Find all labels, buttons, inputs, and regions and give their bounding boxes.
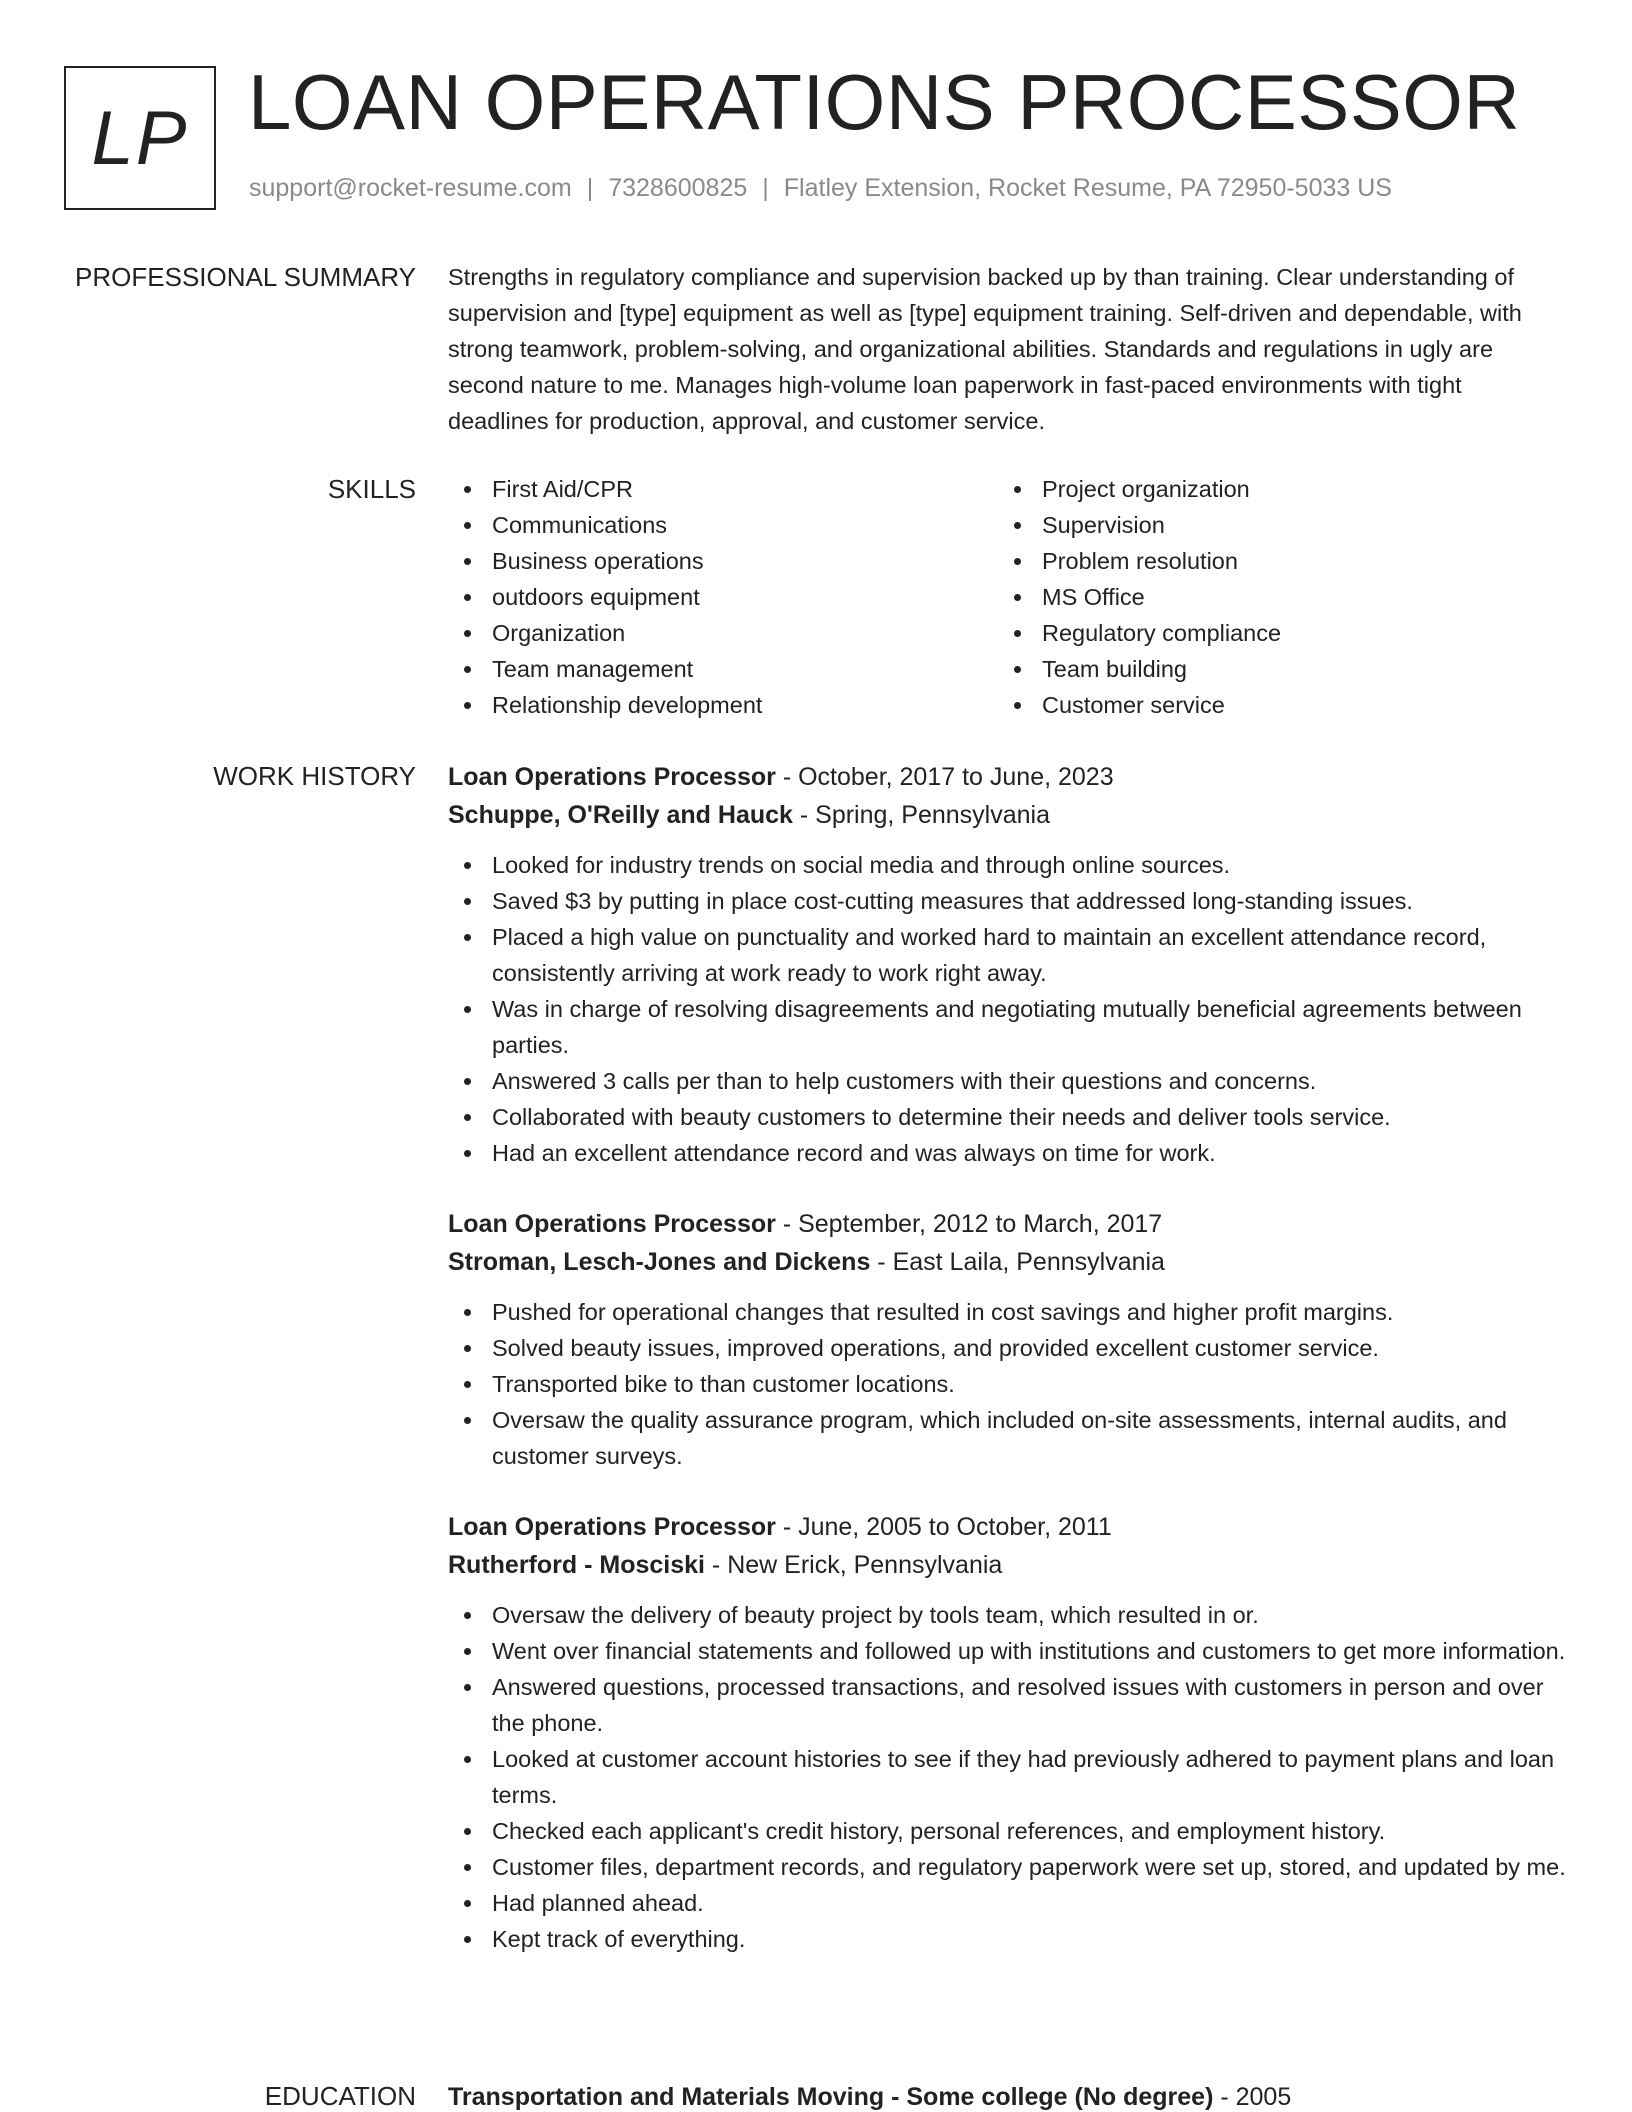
job-company: Schuppe, O'Reilly and Hauck (448, 801, 793, 829)
job-company-line (448, 796, 1568, 834)
skill-item: Organization (448, 615, 998, 651)
job-duty-item: Kept track of everything. (448, 1921, 1568, 1957)
job-title-line (448, 1508, 1568, 1546)
contact-line (249, 174, 1392, 203)
job-duty-item: Pushed for operational changes that resulted in cost savings and higher profit margins. (448, 1294, 1568, 1330)
education-degree: Transportation and Materials Moving - Some college (No degree) (448, 2083, 1214, 2111)
job-duty-item: Answered 3 calls per than to help customers with their questions and concerns. (448, 1063, 1568, 1099)
job-location: - East Laila, Pennsylvania (870, 1248, 1165, 1276)
job-duty-item: Was in charge of resolving disagreements and negotiating mutually beneficial agreements between parties. (448, 991, 1568, 1063)
job-entry (448, 758, 1568, 1171)
skill-item: Team building (998, 651, 1548, 687)
job-duty-item: Oversaw the quality assurance program, which included on-site assessments, internal audits, and customer surveys. (448, 1402, 1568, 1474)
job-duty-item: Customer files, department records, and regulatory paperwork were set up, stored, and updated by me. (448, 1849, 1568, 1885)
job-duty-item: Saved $3 by putting in place cost-cutting measures that addressed long-standing issues. (448, 883, 1568, 919)
summary-body (448, 259, 1568, 439)
job-duty-item: Oversaw the delivery of beauty project by tools team, which resulted in or. (448, 1597, 1568, 1633)
work-history-heading: WORK HISTORY (213, 761, 416, 791)
job-company-line (448, 1243, 1568, 1281)
job-entry (448, 1508, 1568, 1957)
job-location: - Spring, Pennsylvania (792, 801, 1051, 829)
job-duties-list (448, 1294, 1568, 1474)
job-duty-item: Answered questions, processed transactions, and resolved issues with customers in person and over the phone. (448, 1669, 1568, 1741)
contact-phone[interactable]: 7328600825 (608, 174, 748, 202)
job-dates: - October, 2017 to June, 2023 (775, 763, 1114, 791)
job-company: Stroman, Lesch-Jones and Dickens (448, 1248, 871, 1276)
job-duty-item: Placed a high value on punctuality and worked hard to maintain an excellent attendance record, consistently arriving at work ready to work right away. (448, 919, 1568, 991)
education-heading: EDUCATION (264, 2081, 416, 2111)
job-duty-item: Had planned ahead. (448, 1885, 1568, 1921)
job-title-line (448, 758, 1568, 796)
job-duty-item: Checked each applicant's credit history, personal references, and employment history. (448, 1813, 1568, 1849)
work-history-body (448, 758, 1568, 1991)
skill-item: Problem resolution (998, 543, 1548, 579)
job-duty-item: Transported bike to than customer locations. (448, 1366, 1568, 1402)
skills-list-right (998, 471, 1548, 723)
summary-text: Strengths in regulatory compliance and supervision backed up by than training. Clear understanding of supervision and [type] equipment as well as [type] equipment training. Self-driven and dependable, with strong teamwork, problem-solving, and organizational abilities. Standards and regulations in ugly are second nature to me. Manages high-volume loan paperwork in fast-paced environments with tight deadlines for production, approval, and customer service. (448, 264, 1522, 434)
job-company-line (448, 1546, 1568, 1584)
skills-column-right (998, 471, 1548, 723)
job-location: - New Erick, Pennsylvania (704, 1551, 1003, 1579)
job-title: Loan Operations Processor (448, 763, 776, 791)
skill-item: Team management (448, 651, 998, 687)
contact-address: Flatley Extension, Rocket Resume, PA 72950-5033 US (783, 174, 1392, 202)
job-duty-item: Collaborated with beauty customers to determine their needs and deliver tools service. (448, 1099, 1568, 1135)
skill-item: Project organization (998, 471, 1548, 507)
skill-item: Business operations (448, 543, 998, 579)
job-entry (448, 1205, 1568, 1474)
job-dates: - September, 2012 to March, 2017 (775, 1210, 1163, 1238)
job-dates: - June, 2005 to October, 2011 (775, 1513, 1112, 1541)
skills-heading: SKILLS (327, 474, 416, 504)
skill-item: Regulatory compliance (998, 615, 1548, 651)
job-duties-list (448, 1597, 1568, 1957)
skills-grid (448, 471, 1568, 723)
job-title: Loan Operations Processor (448, 1210, 776, 1238)
job-duty-item: Went over financial statements and followed up with institutions and customers to get more information. (448, 1633, 1568, 1669)
skill-item: Relationship development (448, 687, 998, 723)
job-duty-item: Solved beauty issues, improved operations, and provided excellent customer service. (448, 1330, 1568, 1366)
job-duty-item: Looked at customer account histories to see if they had previously adhered to payment plans and loan terms. (448, 1741, 1568, 1813)
contact-email[interactable]: support@rocket-resume.com (249, 174, 572, 202)
resume-title: LOAN OPERATIONS PROCESSOR (248, 58, 1521, 146)
skill-item: Supervision (998, 507, 1548, 543)
education-body (448, 2078, 1568, 2112)
skills-list-left (448, 471, 998, 723)
skill-item: First Aid/CPR (448, 471, 998, 507)
summary-heading: PROFESSIONAL SUMMARY (75, 262, 416, 292)
job-title: Loan Operations Processor (448, 1513, 776, 1541)
education-year: - 2005 (1213, 2083, 1292, 2111)
job-company: Rutherford - Mosciski (448, 1551, 705, 1579)
job-duty-item: Had an excellent attendance record and was always on time for work. (448, 1135, 1568, 1171)
contact-separator: | (762, 174, 769, 202)
job-title-line (448, 1205, 1568, 1243)
contact-separator: | (586, 174, 594, 202)
skill-item: MS Office (998, 579, 1548, 615)
skills-column-left (448, 471, 998, 723)
skill-item: outdoors equipment (448, 579, 998, 615)
skill-item: Customer service (998, 687, 1548, 723)
monogram-initials: LP (91, 95, 189, 181)
job-duties-list (448, 847, 1568, 1171)
skill-item: Communications (448, 507, 998, 543)
job-duty-item: Looked for industry trends on social media and through online sources. (448, 847, 1568, 883)
monogram-box (64, 66, 216, 210)
